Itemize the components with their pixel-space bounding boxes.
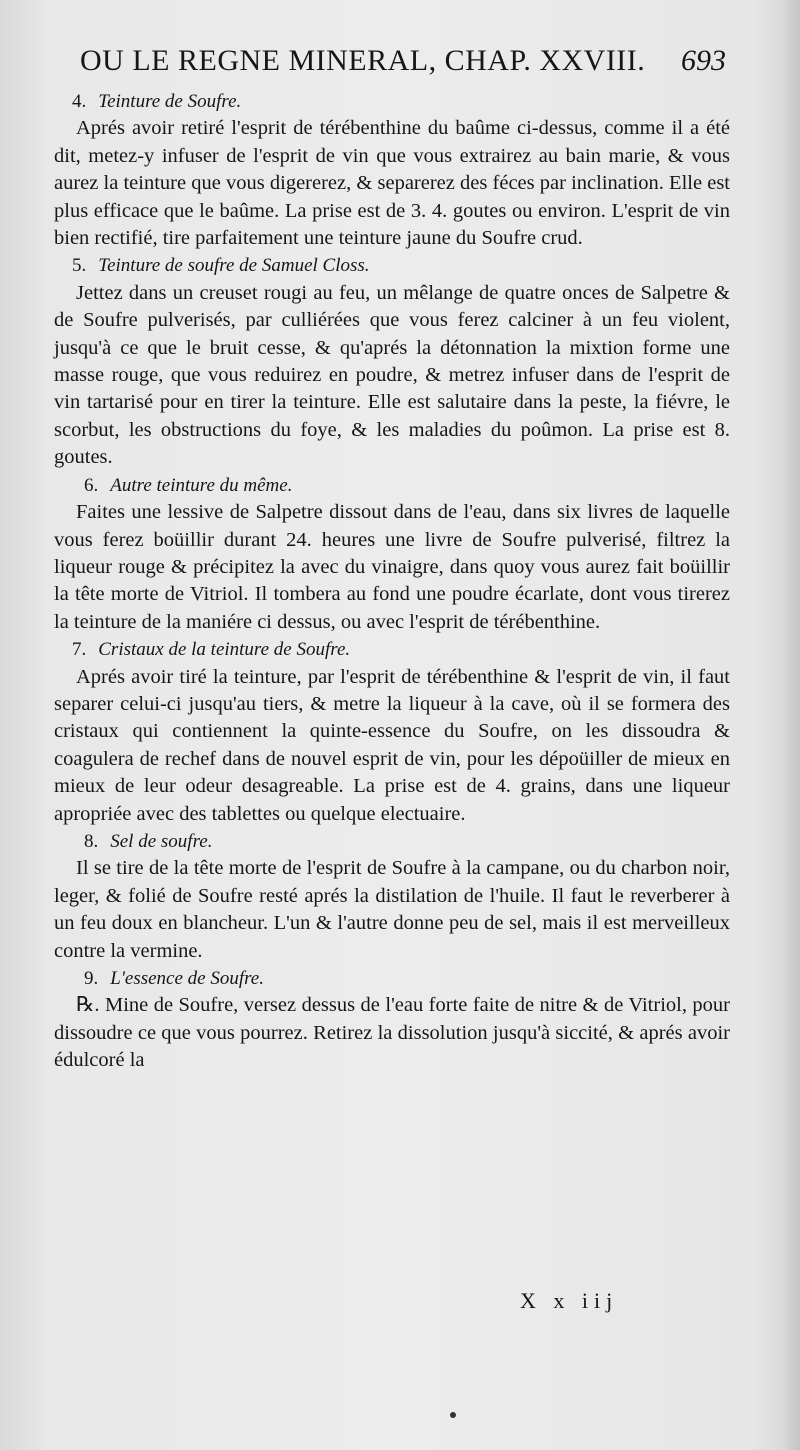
page-header [80, 44, 726, 84]
section-4 [54, 88, 730, 252]
section-paragraph: Aprés avoir tiré la teinture, par l'esprit de térébenthine & l'esprit de vin, il faut separer celui-ci jusqu'au tiers, & metre la liqueur à la cave, où il se formera des cristaux qui contiennent la quinte-essence du Soufre, on les dissoudra & coagulera de rechef dans de nouvel esprit de vin, pour les dépoüiller de mieux en mieux de leur odeur desagreable. La prise est de 4. grains, dans une liqueur apropriée avec des tablettes ou quelque electuaire. [54, 665, 730, 825]
section-7 [54, 636, 730, 828]
section-number: 7. [72, 639, 87, 661]
section-title: Autre teinture du même. [110, 474, 293, 496]
page-edge-shadow [782, 0, 800, 1450]
ink-speck [450, 1412, 456, 1418]
section-title: Cristaux de la teinture de Soufre. [98, 639, 351, 661]
section-heading [54, 828, 730, 855]
section-paragraph: Jettez dans un creuset rougi au feu, un mêlange de quatre onces de Salpetre & de Soufre pulverisés, par culliérées que vous ferez calciner à un feu violent, jusqu'à ce que le bruit cesse, & qu'aprés la détonnation la mixtion forme une masse rouge, que vous reduirez en poudre, & metrez infuser dans de l'esprit de vin tartarisé pour en tirer la teinture. Elle est salutaire dans la peste, la fiévre, le scorbut, les obstructions du foye, & les maladies du poûmon. La prise est 8. goutes. [54, 281, 730, 469]
section-heading [54, 636, 730, 663]
running-head: OU LE REGNE MINERAL, CHAP. XXVIII. [80, 44, 646, 77]
section-paragraph: Faites une lessive de Salpetre dissout dans de l'eau, dans six livres de laquelle vous ferez boüillir durant 24. heures une livre de Soufre pulverisé, filtrez la liqueur rouge & précipitez la avec du vinaigre, dans quoy vous aurez fait boüillir la tête morte de Vitriol. Il tombera au fond une poudre écarlate, dont vous tirerez la teinture de la maniére ci dessus, ou avec l'esprit de térébenthine. [54, 501, 730, 633]
section-9 [54, 965, 730, 1075]
section-5 [54, 252, 730, 471]
page-number: 693 [681, 44, 726, 77]
section-title: Teinture de soufre de Samuel Closs. [98, 255, 370, 277]
section-paragraph: Aprés avoir retiré l'esprit de térébenthine du baûme ci-dessus, comme il a été dit, metez-y infuser de l'esprit de vin que vous extrairez au bain marie, & vous aurez la teinture que vous digererez, & separerez des féces par inclination. Elle est plus efficace que le baûme. La prise est de 3. 4. goutes ou environ. L'esprit de vin bien rectifié, tire parfaitement une teinture jaune du Soufre crud. [54, 117, 730, 250]
section-6 [54, 472, 730, 636]
section-heading [54, 88, 730, 115]
section-paragraph: Il se tire de la tête morte de l'esprit de Soufre à la campane, ou du charbon noir, leger, & folié de Soufre resté aprés la distilation de l'huile. Il faut le reverberer à un feu doux en blancheur. L'un & l'autre donne peu de sel, mais il est merveilleux contre la vermine. [54, 857, 730, 962]
page-body [54, 88, 730, 1075]
section-number: 8. [84, 830, 99, 852]
section-heading [54, 252, 730, 279]
section-number: 5. [72, 255, 87, 277]
section-number: 9. [84, 968, 99, 989]
section-heading [54, 472, 730, 499]
signature-mark: X x iij [520, 1288, 619, 1313]
section-number: 4. [72, 91, 87, 112]
section-paragraph: ℞. Mine de Soufre, versez dessus de l'eau forte faite de nitre & de Vitriol, pour dissoudre ce que vous pourrez. Retirez la dissolution jusqu'à siccité, & aprés avoir édulcoré la [54, 994, 730, 1072]
section-number: 6. [84, 474, 99, 496]
section-title: L'essence de Soufre. [110, 968, 264, 989]
section-8 [54, 828, 730, 965]
section-title: Sel de soufre. [110, 830, 213, 852]
section-title: Teinture de Soufre. [98, 91, 242, 112]
section-heading [54, 965, 730, 992]
